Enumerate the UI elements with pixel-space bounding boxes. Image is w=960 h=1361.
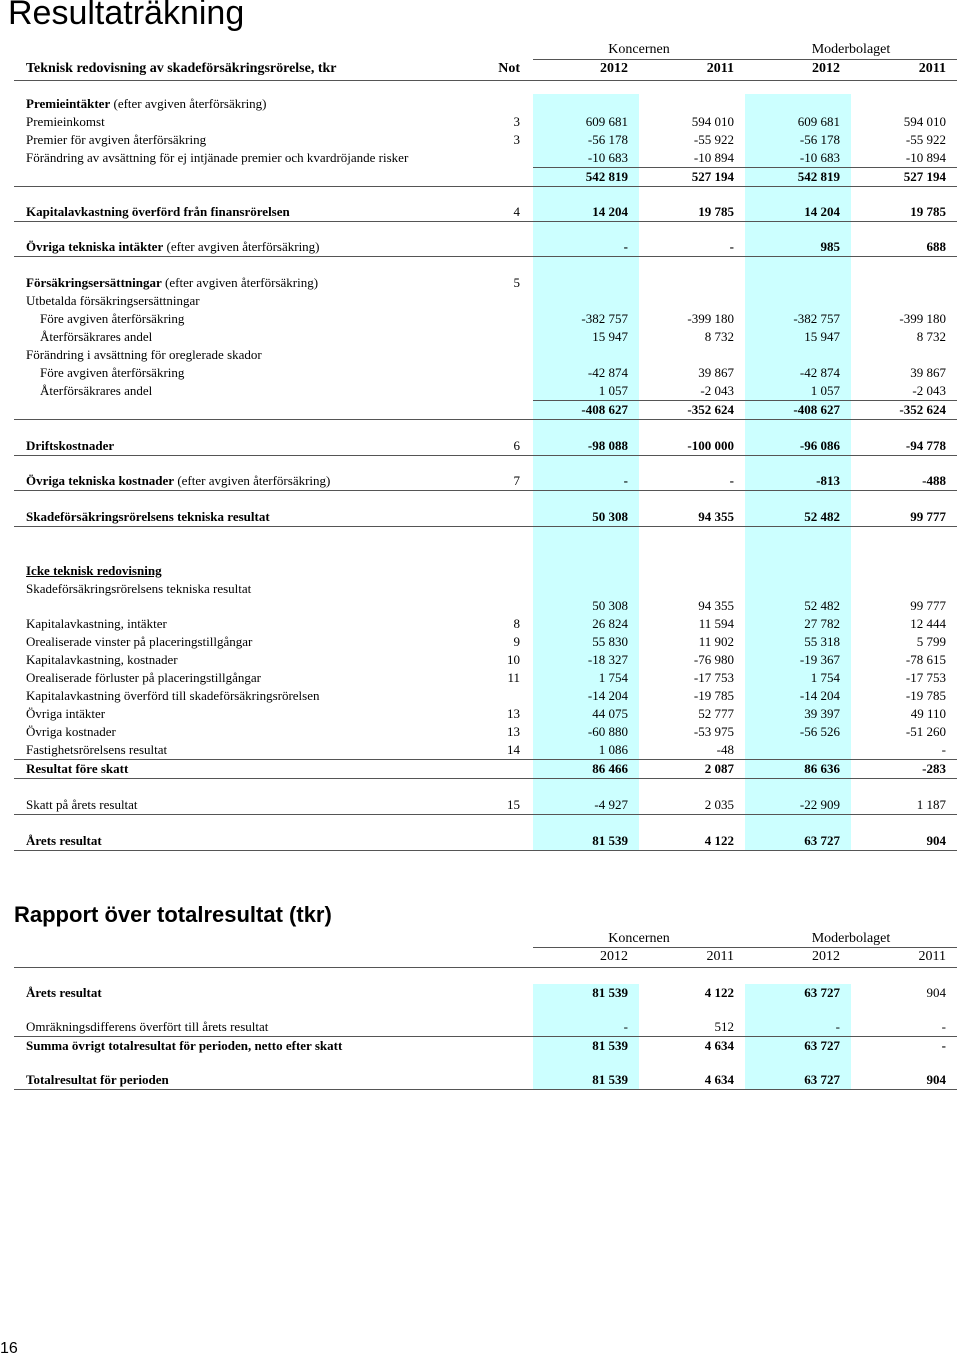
table-row: 50 308 94 355 52 482 99 777 — [592, 598, 946, 613]
row-underline — [14, 526, 957, 527]
table-row: Premieintäkter (efter avgiven återförsäkring) — [26, 96, 267, 111]
table-row: Premier för avgiven återförsäkring 3 -56 178 -55 922 -56 178 -55 922 — [26, 132, 946, 147]
header-year: 2011 — [706, 949, 734, 964]
table-row: Resultat före skatt 86 466 2 087 86 636 -283 — [26, 761, 946, 776]
row-underline — [14, 778, 957, 779]
header-underline — [14, 80, 957, 81]
table-row: Före avgiven återförsäkring -42 874 39 867 -42 874 39 867 — [40, 365, 946, 380]
section-title: Rapport över totalresultat (tkr) — [14, 902, 332, 927]
table-row: Summa övrigt totalresultat för perioden, netto efter skatt 81 539 4 634 63 727 - — [26, 1038, 946, 1053]
header-year: 2012 — [600, 61, 628, 76]
table-row: Kapitalavkastning, kostnader 10 -18 327 -76 980 -19 367 -78 615 — [26, 652, 946, 667]
table-row: Övriga tekniska intäkter (efter avgiven återförsäkring) - - 985 688 — [26, 239, 946, 254]
table-row: Kapitalavkastning överförd till skadeförsäkringsrörelsen -14 204 -19 785 -14 204 -19 785 — [26, 688, 946, 703]
table-row: Kapitalavkastning, intäkter 8 26 824 11 594 27 782 12 444 — [26, 616, 946, 631]
header-year: 2012 — [812, 949, 840, 964]
row-underline — [14, 256, 957, 257]
table-row: Utbetalda försäkringsersättningar — [26, 293, 200, 308]
row-underline — [14, 221, 957, 222]
table-row: Skatt på årets resultat 15 -4 927 2 035 -22 909 1 187 — [26, 797, 946, 812]
subtotal-row: -408 627 -352 624 -408 627 -352 624 — [581, 402, 946, 417]
row-underline — [14, 186, 957, 187]
table-row: Årets resultat 81 539 4 122 63 727 904 — [26, 833, 946, 848]
table-row: Återförsäkrares andel 1 057 -2 043 1 057 -2 043 — [40, 383, 946, 398]
table-row: Övriga kostnader 13 -60 880 -53 975 -56 526 -51 260 — [26, 724, 946, 739]
header-underline — [14, 967, 957, 968]
row-underline — [14, 814, 957, 815]
table-row: Fastighetsrörelsens resultat 14 1 086 -48 - — [26, 742, 946, 757]
table-row: Premieinkomst 3 609 681 594 010 609 681 594 010 — [26, 114, 946, 129]
table-row: Kapitalavkastning överförd från finansrörelsen 4 14 204 19 785 14 204 19 785 — [26, 204, 946, 219]
page-number: 16 — [0, 1340, 18, 1357]
table-row: Årets resultat 81 539 4 122 63 727 904 — [26, 985, 946, 1000]
table-header — [0, 60, 960, 78]
row-underline — [14, 490, 957, 491]
header-year: 2012 — [812, 61, 840, 76]
header-year: 2011 — [918, 949, 946, 964]
table-row: Övriga intäkter 13 44 075 52 777 39 397 49 110 — [26, 706, 946, 721]
table-header — [0, 948, 960, 966]
table-row: Övriga tekniska kostnader (efter avgiven återförsäkring) 7 - - -813 -488 — [26, 473, 946, 488]
table-row: Orealiserade vinster på placeringstillgångar 9 55 830 11 902 55 318 5 799 — [26, 634, 946, 649]
row-underline — [14, 1089, 957, 1090]
table-row: Orealiserade förluster på placeringstillgångar 11 1 754 -17 753 1 754 -17 753 — [26, 670, 946, 685]
group-moderbolaget: Moderbolaget — [811, 931, 891, 946]
table-row: Försäkringsersättningar (efter avgiven återförsäkring) 5 — [26, 275, 520, 290]
row-underline — [14, 419, 957, 420]
row-underline — [14, 455, 957, 456]
header-not: Not — [498, 61, 520, 76]
header-label: Teknisk redovisning av skadeförsäkringsrörelse, tkr — [26, 61, 337, 76]
table-row: Icke teknisk redovisning — [26, 563, 162, 578]
row-underline — [14, 850, 957, 851]
table-row: Förändring i avsättning för oreglerade skador — [26, 347, 262, 362]
table-row: Före avgiven återförsäkring -382 757 -399 180 -382 757 -399 180 — [40, 311, 946, 326]
table-row: Skadeförsäkringsrörelsens tekniska resultat — [26, 581, 252, 596]
group-koncernen: Koncernen — [608, 42, 670, 57]
table-row: Förändring av avsättning för ej intjänade premier och kvardröjande risker -10 683 -10 894 -10 683 -10 894 — [26, 150, 946, 165]
table-row: Driftskostnader 6 -98 088 -100 000 -96 086 -94 778 — [26, 438, 946, 453]
group-moderbolaget: Moderbolaget — [811, 42, 891, 57]
table-row: Återförsäkrares andel 15 947 8 732 15 947 8 732 — [40, 329, 946, 344]
subtotal-row: 542 819 527 194 542 819 527 194 — [585, 169, 946, 184]
header-year: 2011 — [706, 61, 734, 76]
header-year: 2011 — [918, 61, 946, 76]
table-row: Omräkningsdifferens överfört till årets resultat - 512 - - — [26, 1019, 946, 1034]
group-koncernen: Koncernen — [608, 931, 670, 946]
table-row: Totalresultat för perioden 81 539 4 634 63 727 904 — [26, 1072, 946, 1087]
header-year: 2012 — [600, 949, 628, 964]
page-title: Resultaträkning — [8, 0, 245, 32]
table-row: Skadeförsäkringsrörelsens tekniska resultat 50 308 94 355 52 482 99 777 — [26, 509, 946, 524]
